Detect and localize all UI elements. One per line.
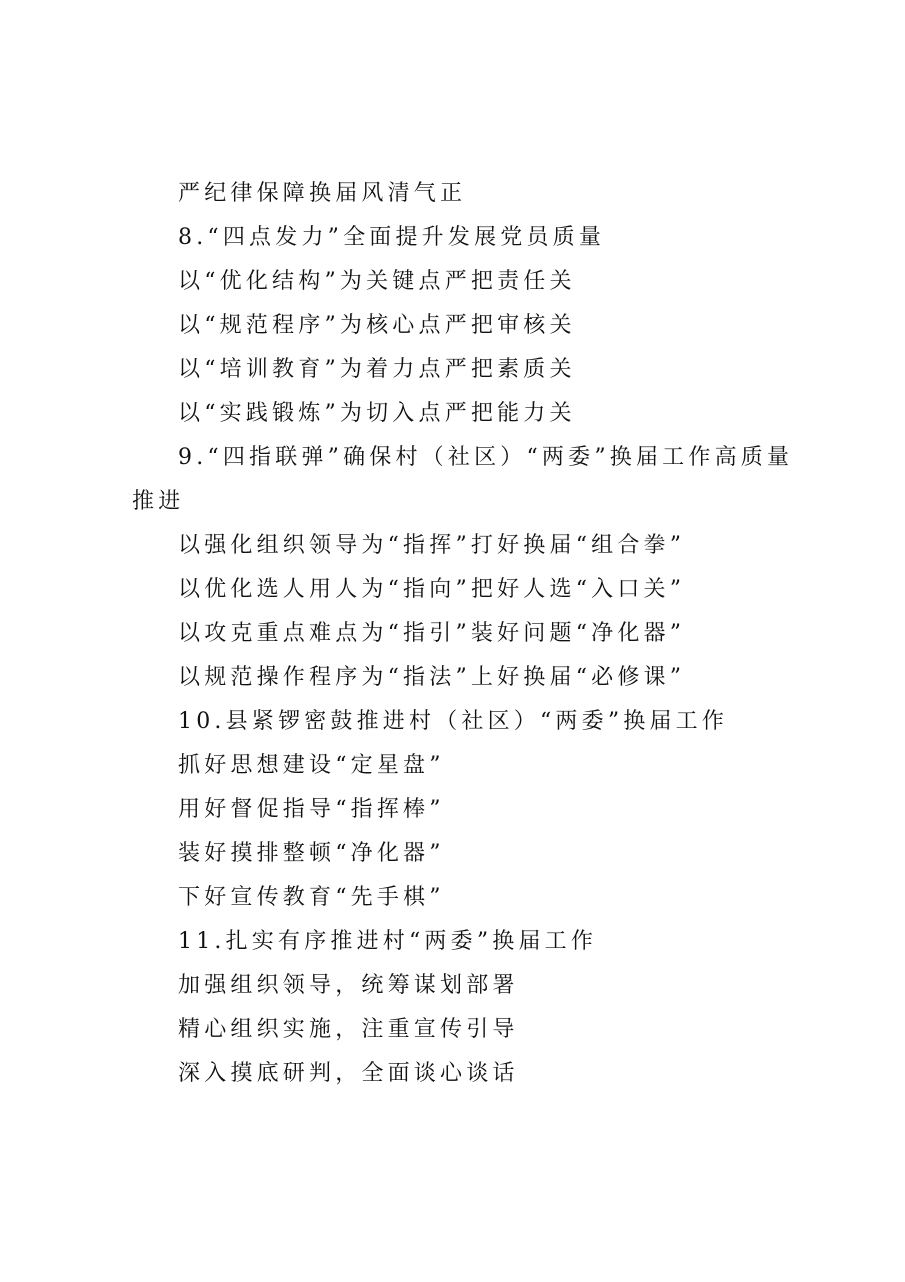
section-heading-8: 8.“四点发力”全面提升发展党员质量 <box>178 225 606 250</box>
section-heading-9-continued: 推进 <box>132 489 185 514</box>
text-line: 加强组织领导，统筹谋划部署 <box>178 973 519 998</box>
text-line: 用好督促指导“指挥棒” <box>178 797 445 822</box>
text-line: 严纪律保障换届风清气正 <box>178 181 467 206</box>
text-line: 以“规范程序”为核心点严把审核关 <box>178 313 576 338</box>
text-line: 以“培训教育”为着力点严把素质关 <box>178 357 576 382</box>
section-heading-9: 9.“四指联弹”确保村（社区）“两委”换届工作高质量 <box>178 445 794 470</box>
section-heading-10: 10.县紧锣密鼓推进村（社区）“两委”换届工作 <box>178 709 729 734</box>
text-line: 抓好思想建设“定星盘” <box>178 753 445 778</box>
text-line: 深入摸底研判，全面谈心谈话 <box>178 1061 519 1086</box>
section-heading-11: 11.扎实有序推进村“两委”换届工作 <box>178 929 598 954</box>
text-line: 以攻克重点难点为“指引”装好问题“净化器” <box>178 621 686 646</box>
text-line: 下好宣传教育“先手棋” <box>178 885 445 910</box>
text-line: 以优化选人用人为“指向”把好人选“入口关” <box>178 577 686 602</box>
text-line: 以强化组织领导为“指挥”打好换届“组合拳” <box>178 533 686 558</box>
text-line: 精心组织实施，注重宣传引导 <box>178 1017 519 1042</box>
document-body <box>132 172 812 1096</box>
text-line: 装好摸排整顿“净化器” <box>178 841 445 866</box>
text-line: 以“优化结构”为关键点严把责任关 <box>178 269 576 294</box>
text-line: 以规范操作程序为“指法”上好换届“必修课” <box>178 665 686 690</box>
text-line: 以“实践锻炼”为切入点严把能力关 <box>178 401 576 426</box>
